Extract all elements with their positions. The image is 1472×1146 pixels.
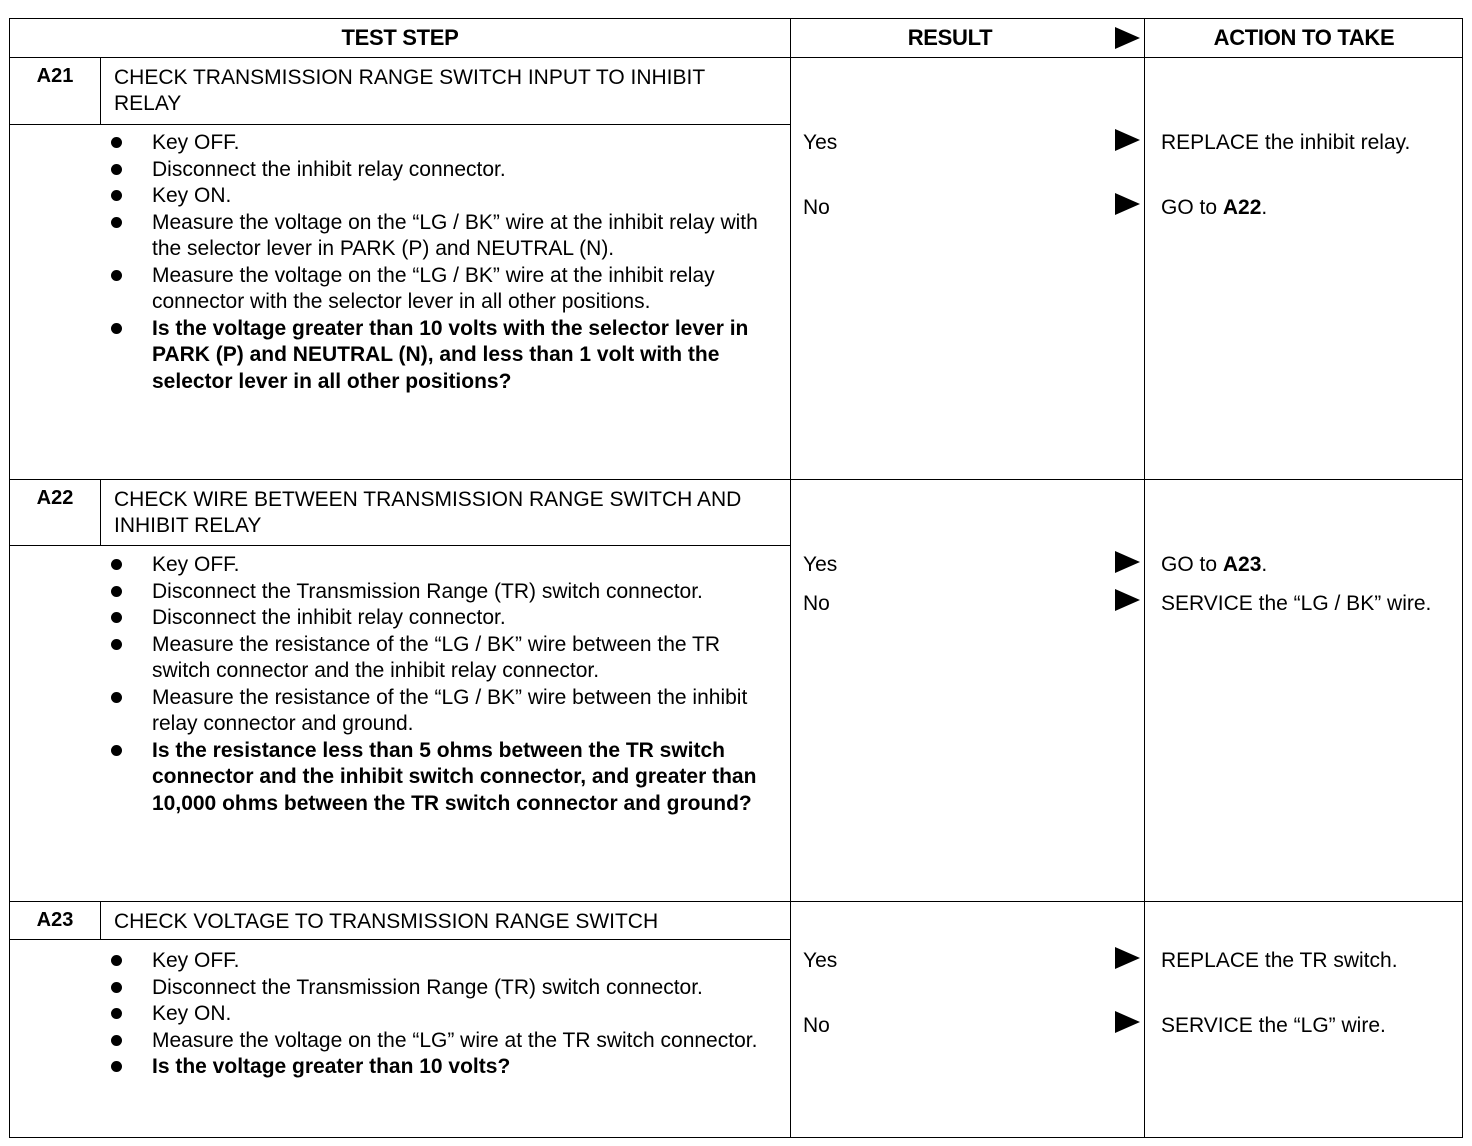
- id-divider: [100, 57, 101, 124]
- step-item: Key OFF.: [10, 948, 780, 975]
- step-item: Measure the voltage on the “LG / BK” wire at the inhibit relay with the selector lever in PARK (P) and NEUTRAL (N).: [10, 210, 780, 263]
- step-id: A21: [36, 65, 74, 87]
- step-item: Measure the voltage on the “LG” wire at the TR switch connector.: [10, 1028, 780, 1055]
- step-title: CHECK VOLTAGE TO TRANSMISSION RANGE SWITCH: [114, 910, 659, 933]
- step-id: A23: [36, 909, 74, 931]
- step-item: Measure the voltage on the “LG / BK” wire at the inhibit relay connector with the selector lever in all other positions.: [10, 263, 780, 316]
- step-id: A22: [36, 487, 74, 509]
- header-arrow-icon: [1115, 27, 1140, 49]
- step-reference: A23: [1222, 553, 1262, 576]
- action-yes: REPLACE the TR switch.: [1161, 949, 1398, 972]
- arrow-icon: [1115, 551, 1140, 573]
- result-no: No: [803, 592, 830, 615]
- id-divider: [100, 479, 101, 545]
- arrow-icon: [1115, 589, 1140, 611]
- step-instructions: [10, 948, 780, 1081]
- title-divider: [10, 124, 790, 125]
- action-no: GO to A22.: [1161, 196, 1268, 219]
- result-yes: Yes: [803, 131, 838, 154]
- step-item: Disconnect the inhibit relay connector.: [10, 605, 780, 632]
- result-yes: Yes: [803, 553, 838, 576]
- row-divider: [10, 901, 1462, 902]
- arrow-icon: [1115, 193, 1140, 215]
- step-reference: A22: [1222, 196, 1262, 219]
- diagnostic-table: [9, 18, 1463, 1138]
- id-divider: [100, 901, 101, 939]
- arrow-icon: [1115, 129, 1140, 151]
- step-item: Measure the resistance of the “LG / BK” wire between the TR switch connector and the inhibit relay connector.: [10, 632, 780, 685]
- action-no: SERVICE the “LG” wire.: [1161, 1014, 1386, 1037]
- step-item: Key OFF.: [10, 552, 780, 579]
- step-title: CHECK WIRE BETWEEN TRANSMISSION RANGE SWITCH AND INHIBIT RELAY: [114, 488, 742, 537]
- step-question: Is the voltage greater than 10 volts with the selector lever in PARK (P) and NEUTRAL (N), and less than 1 volt with the selector lever in all other positions?: [10, 316, 780, 396]
- step-item: Disconnect the inhibit relay connector.: [10, 157, 780, 184]
- step-question: Is the voltage greater than 10 volts?: [10, 1054, 780, 1081]
- result-yes: Yes: [803, 949, 838, 972]
- step-item: Key ON.: [10, 1001, 780, 1028]
- header-test-step: TEST STEP: [341, 25, 459, 50]
- step-item: Disconnect the Transmission Range (TR) switch connector.: [10, 975, 780, 1002]
- result-no: No: [803, 196, 830, 219]
- action-no: SERVICE the “LG / BK” wire.: [1161, 592, 1432, 615]
- arrow-icon: [1115, 1011, 1140, 1033]
- step-item: Measure the resistance of the “LG / BK” wire between the inhibit relay connector and ground.: [10, 685, 780, 738]
- step-item: Key ON.: [10, 183, 780, 210]
- title-divider: [10, 939, 790, 940]
- step-title: CHECK TRANSMISSION RANGE SWITCH INPUT TO INHIBIT RELAY: [114, 66, 705, 115]
- step-item: Disconnect the Transmission Range (TR) switch connector.: [10, 579, 780, 606]
- action-yes: GO to A23.: [1161, 553, 1268, 576]
- result-column-divider: [790, 19, 791, 1137]
- step-instructions: [10, 130, 780, 395]
- step-item: Key OFF.: [10, 130, 780, 157]
- step-question: Is the resistance less than 5 ohms between the TR switch connector and the inhibit switch connector, and greater than 10,000 ohms between the TR switch connector and ground?: [10, 738, 780, 818]
- arrow-icon: [1115, 947, 1140, 969]
- step-instructions: [10, 552, 780, 817]
- header-action: ACTION TO TAKE: [1213, 25, 1395, 50]
- action-column-divider: [1144, 19, 1145, 1137]
- row-divider: [10, 479, 1462, 480]
- header-divider: [10, 57, 1462, 58]
- action-yes: REPLACE the inhibit relay.: [1161, 131, 1411, 154]
- result-no: No: [803, 1014, 830, 1037]
- header-result: RESULT: [907, 25, 993, 50]
- title-divider: [10, 545, 790, 546]
